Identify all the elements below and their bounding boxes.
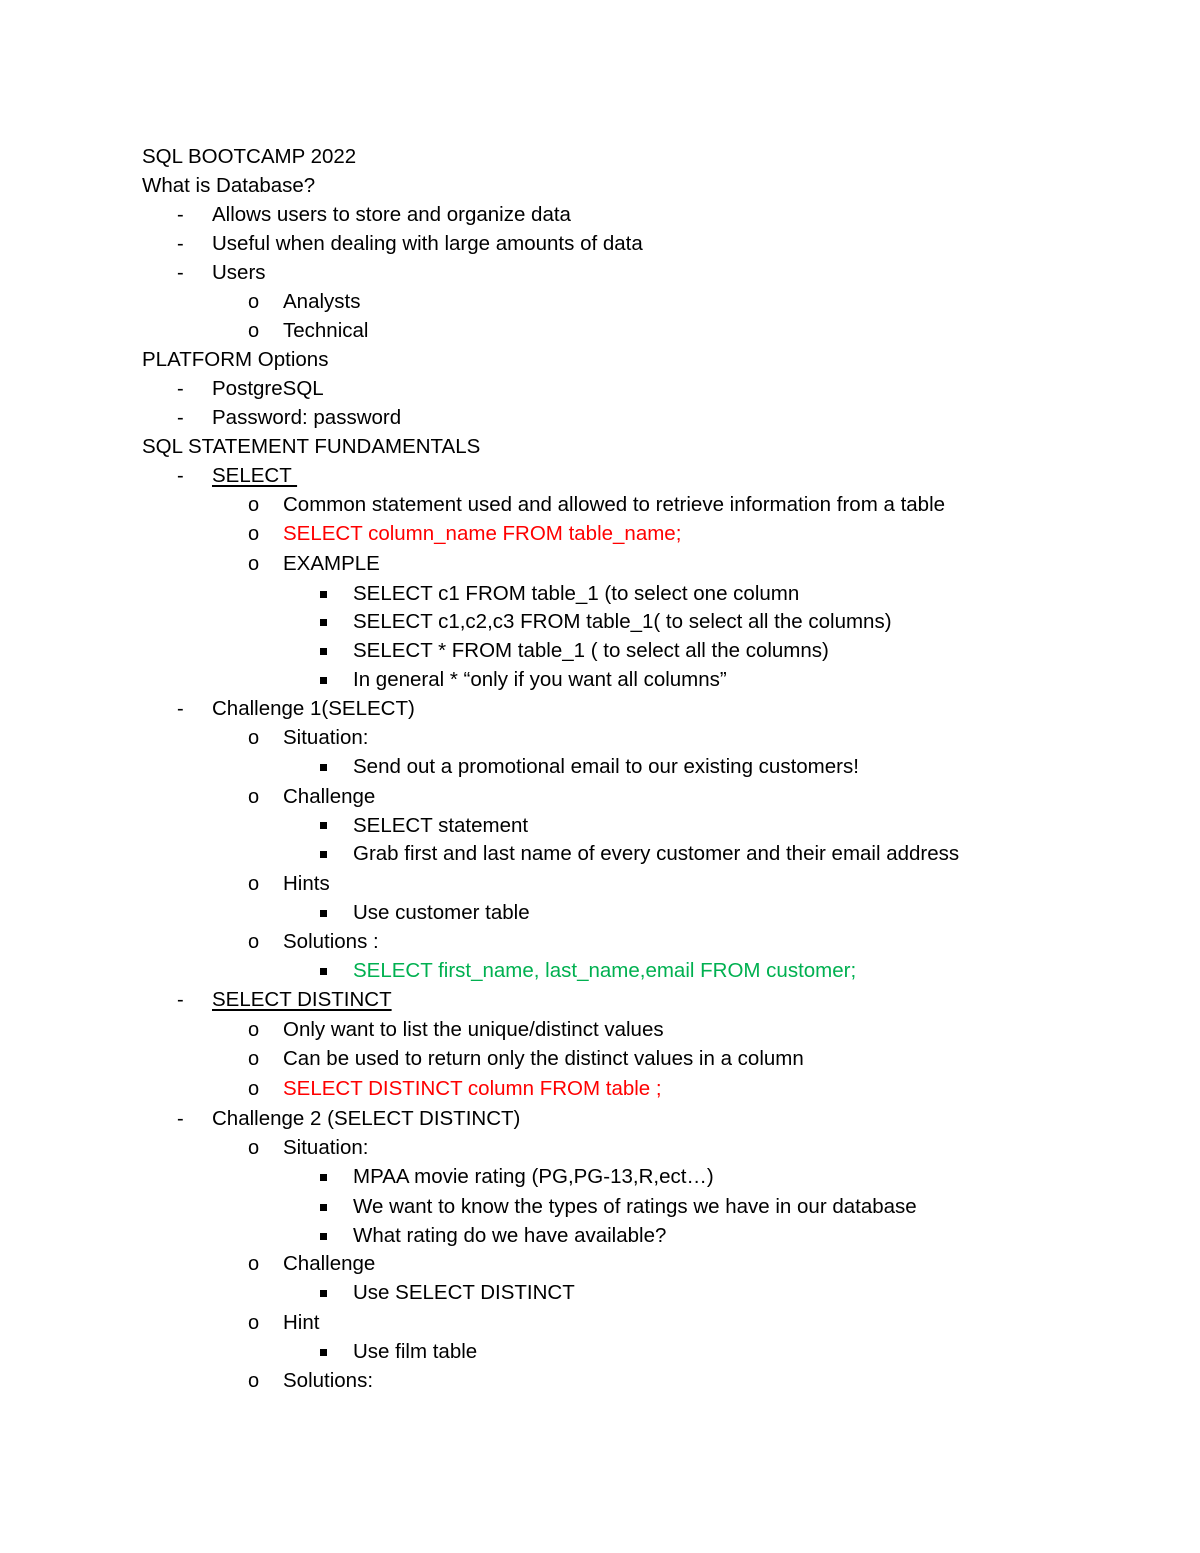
list-item: We want to know the types of ratings we have in our database <box>353 1195 917 1218</box>
list-item: Only want to list the unique/distinct values <box>283 1018 664 1041</box>
list-item: Situation: <box>283 1136 369 1159</box>
square-bullet <box>320 1290 327 1297</box>
circle-bullet: o <box>248 1048 260 1070</box>
list-item: SELECT statement <box>353 814 529 837</box>
list-item: PostgreSQL <box>212 377 324 400</box>
list-item: Can be used to return only the distinct values in a column <box>283 1047 804 1070</box>
circle-bullet: o <box>248 873 260 895</box>
heading-what-is-database: What is Database? <box>142 174 316 197</box>
list-item: Solutions : <box>283 930 379 953</box>
select-syntax: SELECT column_name FROM table_name; <box>283 522 682 545</box>
circle-bullet: o <box>248 727 260 749</box>
dash-bullet: - <box>177 407 184 429</box>
square-bullet <box>320 648 327 655</box>
square-bullet <box>320 1204 327 1211</box>
list-item: Challenge <box>283 1252 376 1275</box>
circle-bullet: o <box>248 786 260 808</box>
challenge-2-label: Challenge 2 (SELECT DISTINCT) <box>212 1107 521 1130</box>
list-item: Common statement used and allowed to retrieve information from a table <box>283 493 946 516</box>
document-title: SQL BOOTCAMP 2022 <box>142 145 357 168</box>
circle-bullet: o <box>248 1253 260 1275</box>
list-item: Analysts <box>283 290 361 313</box>
square-bullet <box>320 851 327 858</box>
square-bullet <box>320 1174 327 1181</box>
list-item: Use film table <box>353 1340 478 1363</box>
list-item: Allows users to store and organize data <box>212 203 571 226</box>
list-item: In general * “only if you want all columns” <box>353 668 727 691</box>
list-item: What rating do we have available? <box>353 1224 667 1247</box>
list-item: EXAMPLE <box>283 552 380 575</box>
list-item: SELECT c1 FROM table_1 (to select one column <box>353 582 800 605</box>
circle-bullet: o <box>248 523 260 545</box>
section-label-select: SELECT <box>212 464 298 487</box>
circle-bullet: o <box>248 494 260 516</box>
dash-bullet: - <box>177 465 184 487</box>
dash-bullet: - <box>177 1108 184 1130</box>
heading-sql-fundamentals: SQL STATEMENT FUNDAMENTALS <box>142 435 481 458</box>
list-item: Password: password <box>212 406 402 429</box>
square-bullet <box>320 619 327 626</box>
list-item: Grab first and last name of every customer and their email address <box>353 842 960 865</box>
square-bullet <box>320 910 327 917</box>
solution-code: SELECT first_name, last_name,email FROM customer; <box>353 959 857 982</box>
challenge-1-label: Challenge 1(SELECT) <box>212 697 415 720</box>
list-item: Technical <box>283 319 369 342</box>
square-bullet <box>320 968 327 975</box>
circle-bullet: o <box>248 931 260 953</box>
list-item: Useful when dealing with large amounts of data <box>212 232 643 255</box>
list-item: Use SELECT DISTINCT <box>353 1281 575 1304</box>
list-item: Hint <box>283 1311 320 1334</box>
circle-bullet: o <box>248 1019 260 1041</box>
circle-bullet: o <box>248 553 260 575</box>
section-label-select-distinct: SELECT DISTINCT <box>212 988 392 1011</box>
square-bullet <box>320 764 327 771</box>
circle-bullet: o <box>248 1370 260 1392</box>
list-item: SELECT * FROM table_1 ( to select all the columns) <box>353 639 829 662</box>
list-item: Users <box>212 261 266 284</box>
circle-bullet: o <box>248 1312 260 1334</box>
dash-bullet: - <box>177 378 184 400</box>
list-item: SELECT c1,c2,c3 FROM table_1( to select all the columns) <box>353 610 892 633</box>
dash-bullet: - <box>177 233 184 255</box>
square-bullet <box>320 677 327 684</box>
list-item: Challenge <box>283 785 376 808</box>
list-item: MPAA movie rating (PG,PG-13,R,ect…) <box>353 1165 714 1188</box>
dash-bullet: - <box>177 262 184 284</box>
circle-bullet: o <box>248 1078 260 1100</box>
square-bullet <box>320 1233 327 1240</box>
square-bullet <box>320 591 327 598</box>
circle-bullet: o <box>248 320 260 342</box>
square-bullet <box>320 822 327 829</box>
list-item: Send out a promotional email to our existing customers! <box>353 755 859 778</box>
square-bullet <box>320 1349 327 1356</box>
dash-bullet: - <box>177 989 184 1011</box>
circle-bullet: o <box>248 1137 260 1159</box>
dash-bullet: - <box>177 698 184 720</box>
select-distinct-syntax: SELECT DISTINCT column FROM table ; <box>283 1077 662 1100</box>
list-item: Solutions: <box>283 1369 374 1392</box>
list-item: Use customer table <box>353 901 530 924</box>
list-item: Hints <box>283 872 330 895</box>
circle-bullet: o <box>248 291 260 313</box>
heading-platform-options: PLATFORM Options <box>142 348 329 371</box>
list-item: Situation: <box>283 726 369 749</box>
dash-bullet: - <box>177 204 184 226</box>
